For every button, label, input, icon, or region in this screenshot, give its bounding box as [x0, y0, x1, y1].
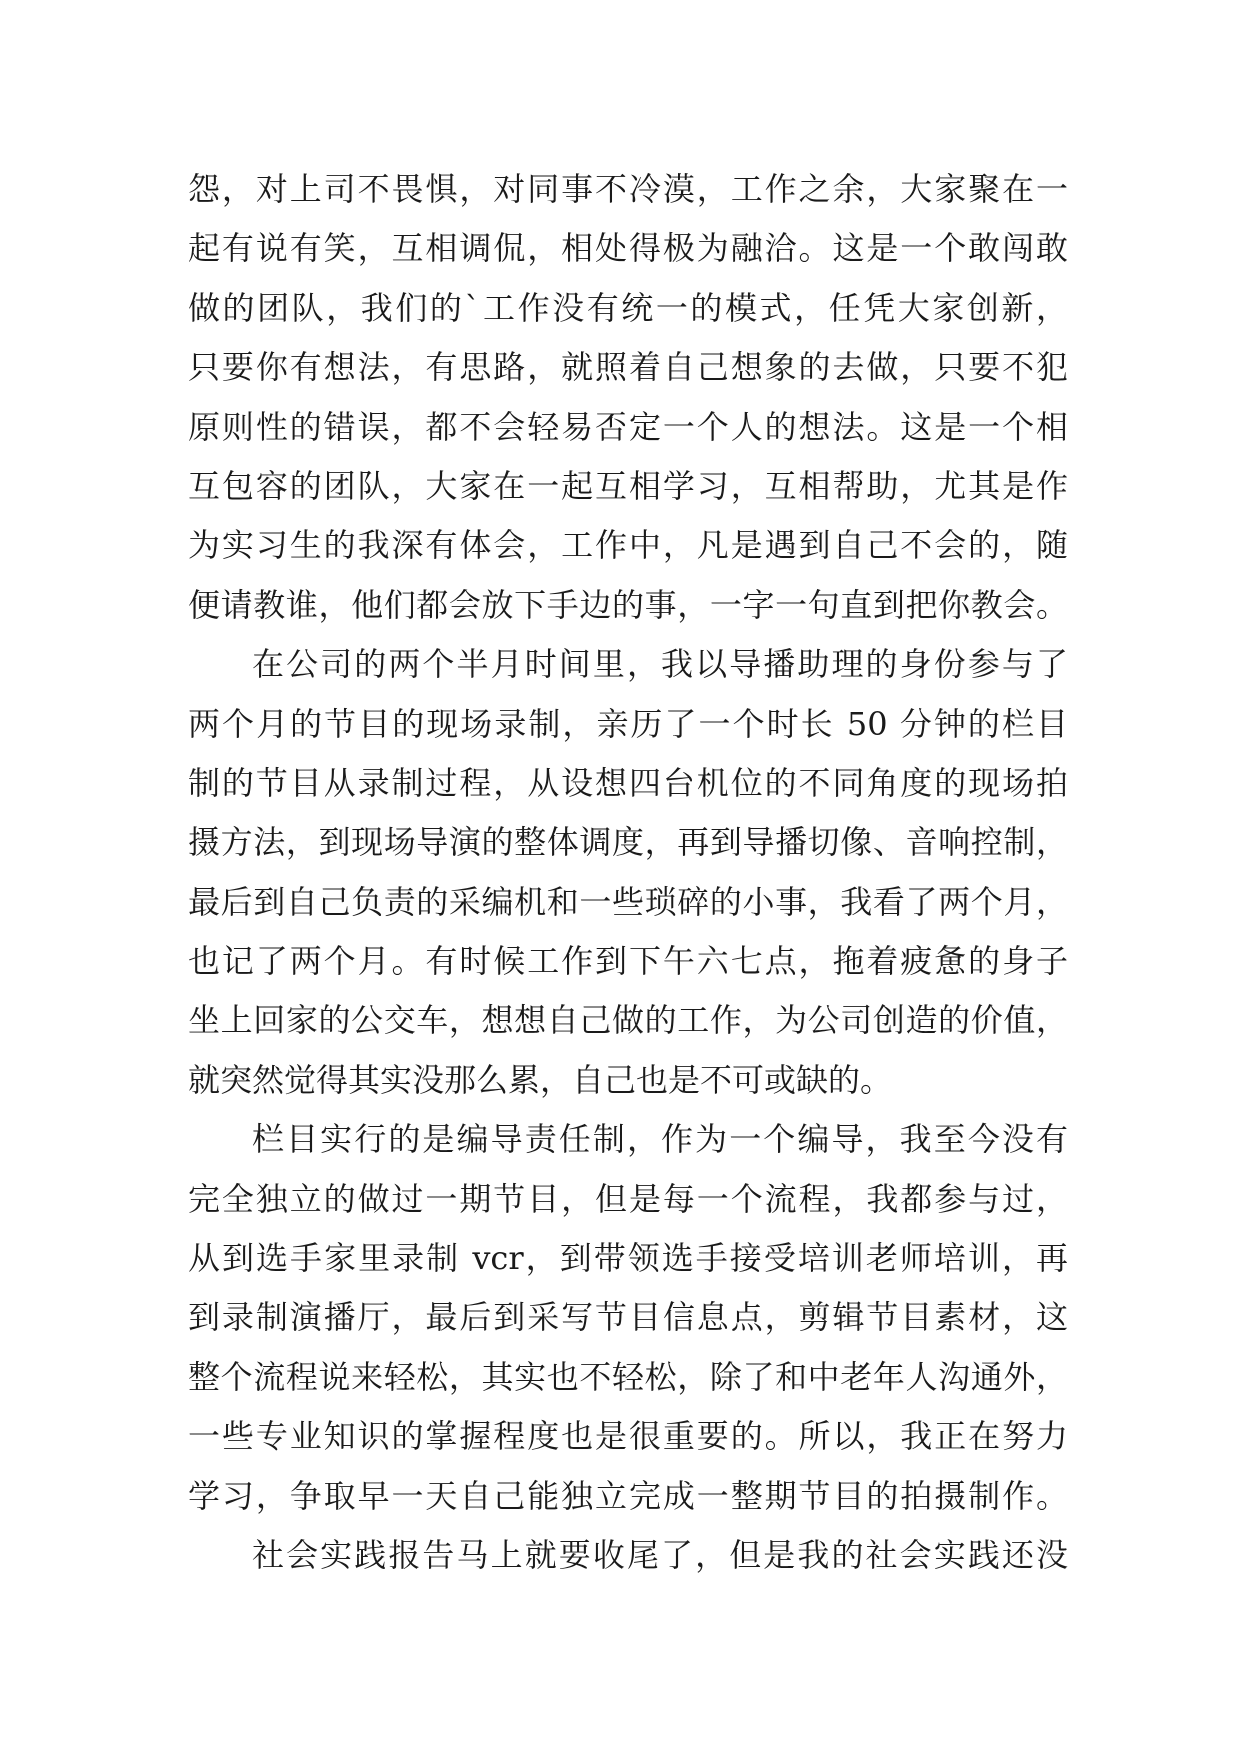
text-line: 起有说有笑，互相调侃，相处得极为融洽。这是一个敢闯敢 — [188, 229, 1068, 268]
text-line: 从到选手家里录制 vcr，到带领选手接受培训老师培训，再 — [188, 1239, 1068, 1278]
text-line: 到录制演播厅，最后到采写节目信息点，剪辑节目素材，这 — [188, 1298, 1068, 1337]
text-line: 只要你有想法，有思路，就照着自己想象的去做，只要不犯 — [188, 348, 1068, 387]
text-line: 为实习生的我深有体会，工作中，凡是遇到自己不会的，随 — [188, 526, 1068, 565]
text-line: 最后到自己负责的采编机和一些琐碎的小事，我看了两个月， — [188, 882, 1068, 921]
text-line: 原则性的错误，都不会轻易否定一个人的想法。这是一个相 — [188, 407, 1068, 446]
text-line: 做的团队，我们的`工作没有统一的模式，任凭大家创新， — [188, 288, 1068, 327]
body-text — [188, 160, 1068, 1585]
paragraph-first-line: 在公司的两个半月时间里，我以导播助理的身份参与了 — [252, 645, 1068, 684]
text-line: 两个月的节目的现场录制，亲历了一个时长 50 分钟的栏目 — [188, 704, 1068, 743]
text-line: 完全独立的做过一期节目，但是每一个流程，我都参与过， — [188, 1179, 1068, 1218]
text-line: 坐上回家的公交车，想想自己做的工作，为公司创造的价值， — [188, 1001, 1068, 1040]
text-line: 便请教谁，他们都会放下手边的事，一字一句直到把你教会。 — [188, 585, 1068, 624]
text-line: 制的节目从录制过程，从设想四台机位的不同角度的现场拍 — [188, 763, 1068, 802]
paragraph-first-line: 栏目实行的是编导责任制，作为一个编导，我至今没有 — [252, 1120, 1068, 1159]
text-line: 一些专业知识的掌握程度也是很重要的。所以，我正在努力 — [188, 1417, 1068, 1456]
text-line: 也记了两个月。有时候工作到下午六七点，拖着疲惫的身子 — [188, 942, 1068, 981]
text-line: 学习，争取早一天自己能独立完成一整期节目的拍摄制作。 — [188, 1476, 1068, 1515]
text-line: 怨，对上司不畏惧，对同事不冷漠，工作之余，大家聚在一 — [188, 170, 1068, 208]
text-line: 摄方法，到现场导演的整体调度，再到导播切像、音响控制， — [188, 823, 1068, 862]
text-line: 互包容的团队，大家在一起互相学习，互相帮助，尤其是作 — [188, 466, 1068, 505]
paragraph-first-line: 社会实践报告马上就要收尾了，但是我的社会实践还没 — [252, 1535, 1068, 1574]
text-line: 整个流程说来轻松，其实也不轻松，除了和中老年人沟通外， — [188, 1357, 1068, 1396]
paragraph-last-line: 就突然觉得其实没那么累，自己也是不可或缺的。 — [188, 1060, 893, 1099]
